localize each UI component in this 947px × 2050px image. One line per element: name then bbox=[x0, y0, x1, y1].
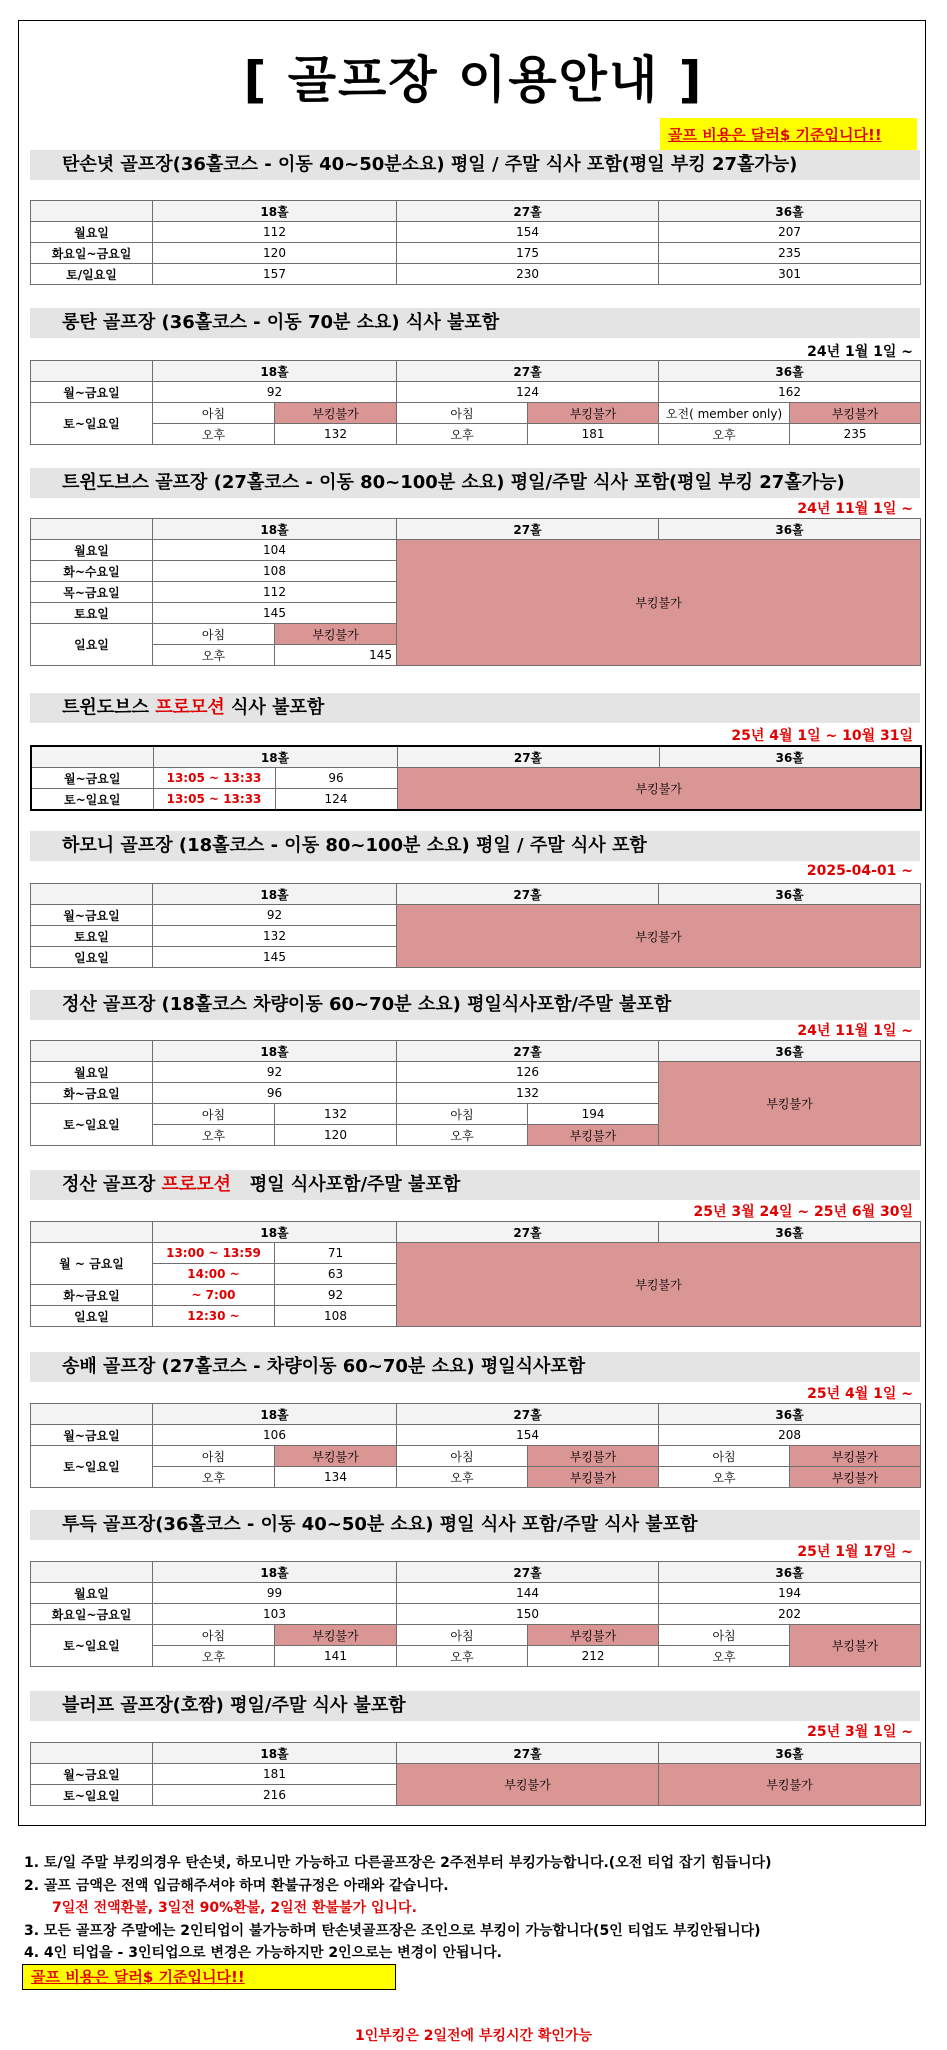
bluff-date: 25년 3월 1일 ~ bbox=[807, 1724, 913, 1740]
day-label: 토~일요일 bbox=[31, 1446, 153, 1488]
col-27: 27홀 bbox=[397, 1404, 659, 1425]
col-27: 27홀 bbox=[397, 884, 659, 905]
day-label: 화~금요일 bbox=[31, 1083, 153, 1104]
section-twindoves-promo-head bbox=[30, 693, 920, 723]
note-line: 3. 모든 골프장 주말에는 2인티업이 불가능하며 탄손녓골프장은 조인으로 부킹이 가능합니다(5인 티업도 부킹안됩니다) bbox=[24, 1922, 761, 1939]
day-label: 월요일 bbox=[31, 1583, 153, 1604]
price-cell: 145 bbox=[153, 947, 397, 968]
time-label: 오후 bbox=[153, 1646, 275, 1667]
section-songsan-head: 정산 골프장 (18홀코스 차량이동 60~70분 소요) 평일식사포함/주말 불포함 bbox=[30, 990, 920, 1020]
currency-notice: 골프 비용은 달러$ 기준입니다!! bbox=[660, 118, 917, 152]
promotion-label: 프로모션 bbox=[161, 1174, 232, 1195]
day-label: 일요일 bbox=[31, 624, 153, 666]
price-cell: 162 bbox=[659, 382, 921, 403]
time-label: 아침 bbox=[659, 1625, 790, 1646]
table-row bbox=[31, 1467, 921, 1488]
table-row bbox=[31, 1604, 921, 1625]
price-cell: 132 bbox=[275, 424, 397, 445]
note-line: 2. 골프 금액은 전액 입금해주셔야 하며 환불규정은 아래와 같습니다. bbox=[24, 1877, 449, 1894]
tansonnhat-table bbox=[30, 200, 921, 285]
time-label: 오후 bbox=[659, 424, 790, 445]
table-row bbox=[31, 905, 921, 926]
price-cell: 63 bbox=[275, 1264, 397, 1285]
day-label: 월~금요일 bbox=[31, 382, 153, 403]
day-label: 월 ~ 금요일 bbox=[31, 1243, 153, 1285]
price-cell: 150 bbox=[397, 1604, 659, 1625]
price-cell: 132 bbox=[275, 1104, 397, 1125]
price-cell: 154 bbox=[397, 222, 659, 243]
unavailable-cell: 부킹불가 bbox=[397, 540, 921, 666]
unavailable-cell: 부킹불가 bbox=[397, 768, 921, 811]
price-cell: 194 bbox=[528, 1104, 659, 1125]
diag-cell bbox=[31, 884, 153, 905]
time-label: 오후 bbox=[397, 424, 528, 445]
time-label: 아침 bbox=[153, 624, 275, 645]
price-cell: 132 bbox=[397, 1083, 659, 1104]
unavailable-cell: 부킹불가 bbox=[790, 1446, 921, 1467]
price-cell: 301 bbox=[659, 264, 921, 285]
col-27: 27홀 bbox=[397, 1222, 659, 1243]
day-label: 화~수요일 bbox=[31, 561, 153, 582]
time-label: 아침 bbox=[397, 1446, 528, 1467]
price-cell: 230 bbox=[397, 264, 659, 285]
time-label: 아침 bbox=[397, 1104, 528, 1125]
time-label: 오후 bbox=[397, 1646, 528, 1667]
head-text: 정산 골프장 bbox=[62, 1174, 162, 1195]
col-18: 18홀 bbox=[153, 746, 397, 768]
day-label: 토~일요일 bbox=[31, 1625, 153, 1667]
section-tanduc-head: 투득 골프장(36홀코스 - 이동 40~50분 소요) 평일 식사 포함/주말 식사 불포함 bbox=[30, 1510, 920, 1540]
harmonie-table bbox=[30, 883, 921, 968]
col-36: 36홀 bbox=[659, 1404, 921, 1425]
price-cell: 103 bbox=[153, 1604, 397, 1625]
table-row bbox=[31, 1062, 921, 1083]
col-36: 36홀 bbox=[659, 361, 921, 382]
time-label: 오후 bbox=[397, 1467, 528, 1488]
price-cell: 124 bbox=[397, 382, 659, 403]
diag-cell bbox=[31, 201, 153, 222]
unavailable-cell: 부킹불가 bbox=[275, 403, 397, 424]
tee-time: 14:00 ~ bbox=[153, 1264, 275, 1285]
col-27: 27홀 bbox=[397, 201, 659, 222]
col-18: 18홀 bbox=[153, 519, 397, 540]
diag-cell bbox=[31, 1041, 153, 1062]
col-18: 18홀 bbox=[153, 361, 397, 382]
songbe-table bbox=[30, 1403, 921, 1488]
time-label: 오후 bbox=[153, 424, 275, 445]
price-cell: 120 bbox=[275, 1125, 397, 1146]
diag-cell bbox=[31, 361, 153, 382]
day-label: 목~금요일 bbox=[31, 582, 153, 603]
table-row bbox=[31, 424, 921, 445]
price-cell: 92 bbox=[153, 905, 397, 926]
price-cell: 96 bbox=[275, 768, 397, 789]
head-text: 평일 식사포함/주말 불포함 bbox=[231, 1174, 461, 1195]
twindoves-promo-table bbox=[30, 745, 922, 811]
harmonie-date: 2025-04-01 ~ bbox=[806, 863, 913, 879]
price-cell: 108 bbox=[153, 561, 397, 582]
day-label: 월요일 bbox=[31, 540, 153, 561]
col-27: 27홀 bbox=[397, 519, 659, 540]
unavailable-cell: 부킹불가 bbox=[275, 1625, 397, 1646]
col-18: 18홀 bbox=[153, 201, 397, 222]
head-text: 식사 불포함 bbox=[224, 697, 325, 718]
time-label: 아침 bbox=[153, 1104, 275, 1125]
unavailable-cell: 부킹불가 bbox=[397, 1243, 921, 1327]
table-row bbox=[31, 264, 921, 285]
time-label: 오후 bbox=[153, 1125, 275, 1146]
tee-time: 13:00 ~ 13:59 bbox=[153, 1243, 275, 1264]
price-cell: 99 bbox=[153, 1583, 397, 1604]
unavailable-cell: 부킹불가 bbox=[659, 1062, 921, 1146]
tee-time: ~ 7:00 bbox=[153, 1285, 275, 1306]
tanduc-table bbox=[30, 1561, 921, 1667]
unavailable-cell: 부킹불가 bbox=[275, 1446, 397, 1467]
price-cell: 154 bbox=[397, 1425, 659, 1446]
col-36: 36홀 bbox=[659, 746, 921, 768]
col-36: 36홀 bbox=[659, 1562, 921, 1583]
col-18: 18홀 bbox=[153, 1743, 397, 1764]
table-row bbox=[31, 1625, 921, 1646]
unavailable-cell: 부킹불가 bbox=[397, 1764, 659, 1806]
table-row bbox=[31, 243, 921, 264]
col-36: 36홀 bbox=[659, 884, 921, 905]
price-cell: 181 bbox=[153, 1764, 397, 1785]
table-row bbox=[31, 1243, 921, 1264]
diag-cell bbox=[31, 1404, 153, 1425]
table-row bbox=[31, 768, 921, 789]
songsan-promo-date: 25년 3월 24일 ~ 25년 6월 30일 bbox=[693, 1204, 913, 1220]
twindoves-table bbox=[30, 518, 921, 666]
twindoves-promo-date: 25년 4월 1일 ~ 10월 31일 bbox=[731, 728, 913, 744]
note-line: 4. 4인 티업을 - 3인티업으로 변경은 가능하지만 2인으로는 변경이 안됩니다. bbox=[24, 1945, 502, 1961]
bluff-table bbox=[30, 1742, 921, 1806]
note-line: 1. 토/일 주말 부킹의경우 탄손녓, 하모니만 가능하고 다른골프장은 2주전부터 부킹가능합니다.(오전 티업 잡기 힘듭니다) bbox=[24, 1855, 772, 1871]
diag-cell bbox=[31, 1743, 153, 1764]
price-cell: 212 bbox=[528, 1646, 659, 1667]
tanduc-date: 25년 1월 17일 ~ bbox=[797, 1544, 913, 1560]
price-cell: 145 bbox=[275, 645, 397, 666]
price-cell: 120 bbox=[153, 243, 397, 264]
price-cell: 145 bbox=[153, 603, 397, 624]
single-booking-note: 1인부킹은 2일전에 부킹시간 확인가능 bbox=[355, 2028, 592, 2044]
price-cell: 132 bbox=[153, 926, 397, 947]
day-label: 화요일~금요일 bbox=[31, 1604, 153, 1625]
unavailable-cell: 부킹불가 bbox=[528, 403, 659, 424]
time-label: 아침 bbox=[153, 1625, 275, 1646]
col-18: 18홀 bbox=[153, 1041, 397, 1062]
tee-time: 13:05 ~ 13:33 bbox=[153, 789, 275, 811]
price-cell: 144 bbox=[397, 1583, 659, 1604]
col-18: 18홀 bbox=[153, 1562, 397, 1583]
table-row bbox=[31, 1446, 921, 1467]
time-label: 아침 bbox=[153, 403, 275, 424]
unavailable-cell: 부킹불가 bbox=[790, 403, 921, 424]
twindoves-date: 24년 11월 1일 ~ bbox=[797, 501, 913, 517]
time-label: 아침 bbox=[659, 1446, 790, 1467]
price-cell: 124 bbox=[275, 789, 397, 811]
table-row bbox=[31, 403, 921, 424]
table-row bbox=[31, 1764, 921, 1785]
col-36: 36홀 bbox=[659, 1041, 921, 1062]
price-cell: 92 bbox=[153, 382, 397, 403]
unavailable-cell: 부킹불가 bbox=[528, 1625, 659, 1646]
day-label: 일요일 bbox=[31, 1306, 153, 1327]
unavailable-cell: 부킹불가 bbox=[528, 1467, 659, 1488]
table-row bbox=[31, 540, 921, 561]
col-27: 27홀 bbox=[397, 1743, 659, 1764]
table-row bbox=[31, 382, 921, 403]
col-36: 36홀 bbox=[659, 201, 921, 222]
tee-time: 13:05 ~ 13:33 bbox=[153, 768, 275, 789]
songsan-table bbox=[30, 1040, 921, 1146]
footer-notes bbox=[24, 1852, 934, 1965]
unavailable-cell: 부킹불가 bbox=[659, 1764, 921, 1806]
day-label: 토~일요일 bbox=[31, 789, 153, 811]
day-label: 토~일요일 bbox=[31, 403, 153, 445]
price-cell: 96 bbox=[153, 1083, 397, 1104]
col-27: 27홀 bbox=[397, 361, 659, 382]
col-18: 18홀 bbox=[153, 884, 397, 905]
page-title: [ 골프장 이용안내 ] bbox=[243, 51, 704, 109]
diag-cell bbox=[31, 746, 153, 768]
time-label: 오후 bbox=[659, 1467, 790, 1488]
section-bluff-head: 블러프 골프장(호짬) 평일/주말 식사 불포함 bbox=[30, 1691, 920, 1721]
price-cell: 157 bbox=[153, 264, 397, 285]
songsan-promo-table bbox=[30, 1221, 921, 1327]
time-label: 오후 bbox=[153, 645, 275, 666]
col-18: 18홀 bbox=[153, 1222, 397, 1243]
songsan-date: 24년 11월 1일 ~ bbox=[797, 1023, 913, 1039]
price-cell: 202 bbox=[659, 1604, 921, 1625]
price-cell: 106 bbox=[153, 1425, 397, 1446]
unavailable-cell: 부킹불가 bbox=[528, 1446, 659, 1467]
time-label: 오후 bbox=[153, 1467, 275, 1488]
col-18: 18홀 bbox=[153, 1404, 397, 1425]
time-label: 오후 bbox=[397, 1125, 528, 1146]
table-row bbox=[31, 1583, 921, 1604]
day-label: 화요일~금요일 bbox=[31, 243, 153, 264]
section-tansonnhat-head: 탄손녓 골프장(36홀코스 - 이동 40~50분소요) 평일 / 주말 식사 포함(평일 부킹 27홀가능) bbox=[30, 150, 920, 180]
col-27: 27홀 bbox=[397, 1041, 659, 1062]
table-row bbox=[31, 1425, 921, 1446]
diag-cell bbox=[31, 519, 153, 540]
tee-time: 12:30 ~ bbox=[153, 1306, 275, 1327]
unavailable-cell: 부킹불가 bbox=[528, 1125, 659, 1146]
section-harmonie-head: 하모니 골프장 (18홀코스 - 이동 80~100분 소요) 평일 / 주말 식사 포함 bbox=[30, 831, 920, 861]
price-cell: 112 bbox=[153, 222, 397, 243]
day-label: 월~금요일 bbox=[31, 768, 153, 789]
price-cell: 71 bbox=[275, 1243, 397, 1264]
price-cell: 216 bbox=[153, 1785, 397, 1806]
section-songsan-promo-head bbox=[30, 1170, 920, 1200]
unavailable-cell: 부킹불가 bbox=[790, 1625, 921, 1667]
time-label: 아침 bbox=[397, 403, 528, 424]
time-label: 오전( member only) bbox=[659, 403, 790, 424]
price-cell: 194 bbox=[659, 1583, 921, 1604]
col-36: 36홀 bbox=[659, 519, 921, 540]
day-label: 토~일요일 bbox=[31, 1104, 153, 1146]
unavailable-cell: 부킹불가 bbox=[275, 624, 397, 645]
price-cell: 126 bbox=[397, 1062, 659, 1083]
diag-cell bbox=[31, 1562, 153, 1583]
section-twindoves-head: 트윈도브스 골프장 (27홀코스 - 이동 80~100분 소요) 평일/주말 식사 포함(평일 부킹 27홀가능) bbox=[30, 468, 920, 498]
price-cell: 134 bbox=[275, 1467, 397, 1488]
section-songbe-head: 송배 골프장 (27홀코스 - 차량이동 60~70분 소요) 평일식사포함 bbox=[30, 1352, 920, 1382]
promotion-label: 프로모션 bbox=[155, 697, 225, 718]
table-row bbox=[31, 1646, 921, 1667]
longthanh-table bbox=[30, 360, 921, 445]
col-36: 36홀 bbox=[659, 1222, 921, 1243]
currency-notice-bottom: 골프 비용은 달러$ 기준입니다!! bbox=[22, 1964, 396, 1990]
col-27: 27홀 bbox=[397, 1562, 659, 1583]
col-27: 27홀 bbox=[397, 746, 659, 768]
longthanh-date: 24년 1월 1일 ~ bbox=[807, 344, 913, 360]
day-label: 월요일 bbox=[31, 222, 153, 243]
day-label: 월~금요일 bbox=[31, 1764, 153, 1785]
price-cell: 112 bbox=[153, 582, 397, 603]
unavailable-cell: 부킹불가 bbox=[397, 905, 921, 968]
price-cell: 175 bbox=[397, 243, 659, 264]
price-cell: 92 bbox=[275, 1285, 397, 1306]
refund-policy: 7일전 전액환불, 3일전 90%환불, 2일전 환불불가 입니다. bbox=[52, 1900, 417, 1916]
table-row bbox=[31, 222, 921, 243]
price-cell: 181 bbox=[528, 424, 659, 445]
day-label: 토요일 bbox=[31, 926, 153, 947]
day-label: 토요일 bbox=[31, 603, 153, 624]
day-label: 토/일요일 bbox=[31, 264, 153, 285]
day-label: 화~금요일 bbox=[31, 1285, 153, 1306]
day-label: 월~금요일 bbox=[31, 1425, 153, 1446]
price-cell: 207 bbox=[659, 222, 921, 243]
price-cell: 235 bbox=[790, 424, 921, 445]
price-cell: 108 bbox=[275, 1306, 397, 1327]
head-text: 트윈도브스 bbox=[62, 697, 156, 718]
price-cell: 104 bbox=[153, 540, 397, 561]
price-cell: 141 bbox=[275, 1646, 397, 1667]
section-longthanh-head: 롱탄 골프장 (36홀코스 - 이동 70분 소요) 식사 불포함 bbox=[30, 308, 920, 338]
time-label: 아침 bbox=[153, 1446, 275, 1467]
price-cell: 92 bbox=[153, 1062, 397, 1083]
price-cell: 208 bbox=[659, 1425, 921, 1446]
unavailable-cell: 부킹불가 bbox=[790, 1467, 921, 1488]
diag-cell bbox=[31, 1222, 153, 1243]
day-label: 월~금요일 bbox=[31, 905, 153, 926]
day-label: 월요일 bbox=[31, 1062, 153, 1083]
time-label: 아침 bbox=[397, 1625, 528, 1646]
day-label: 일요일 bbox=[31, 947, 153, 968]
time-label: 오후 bbox=[659, 1646, 790, 1667]
col-36: 36홀 bbox=[659, 1743, 921, 1764]
day-label: 토~일요일 bbox=[31, 1785, 153, 1806]
price-cell: 235 bbox=[659, 243, 921, 264]
songbe-date: 25년 4월 1일 ~ bbox=[807, 1386, 913, 1402]
